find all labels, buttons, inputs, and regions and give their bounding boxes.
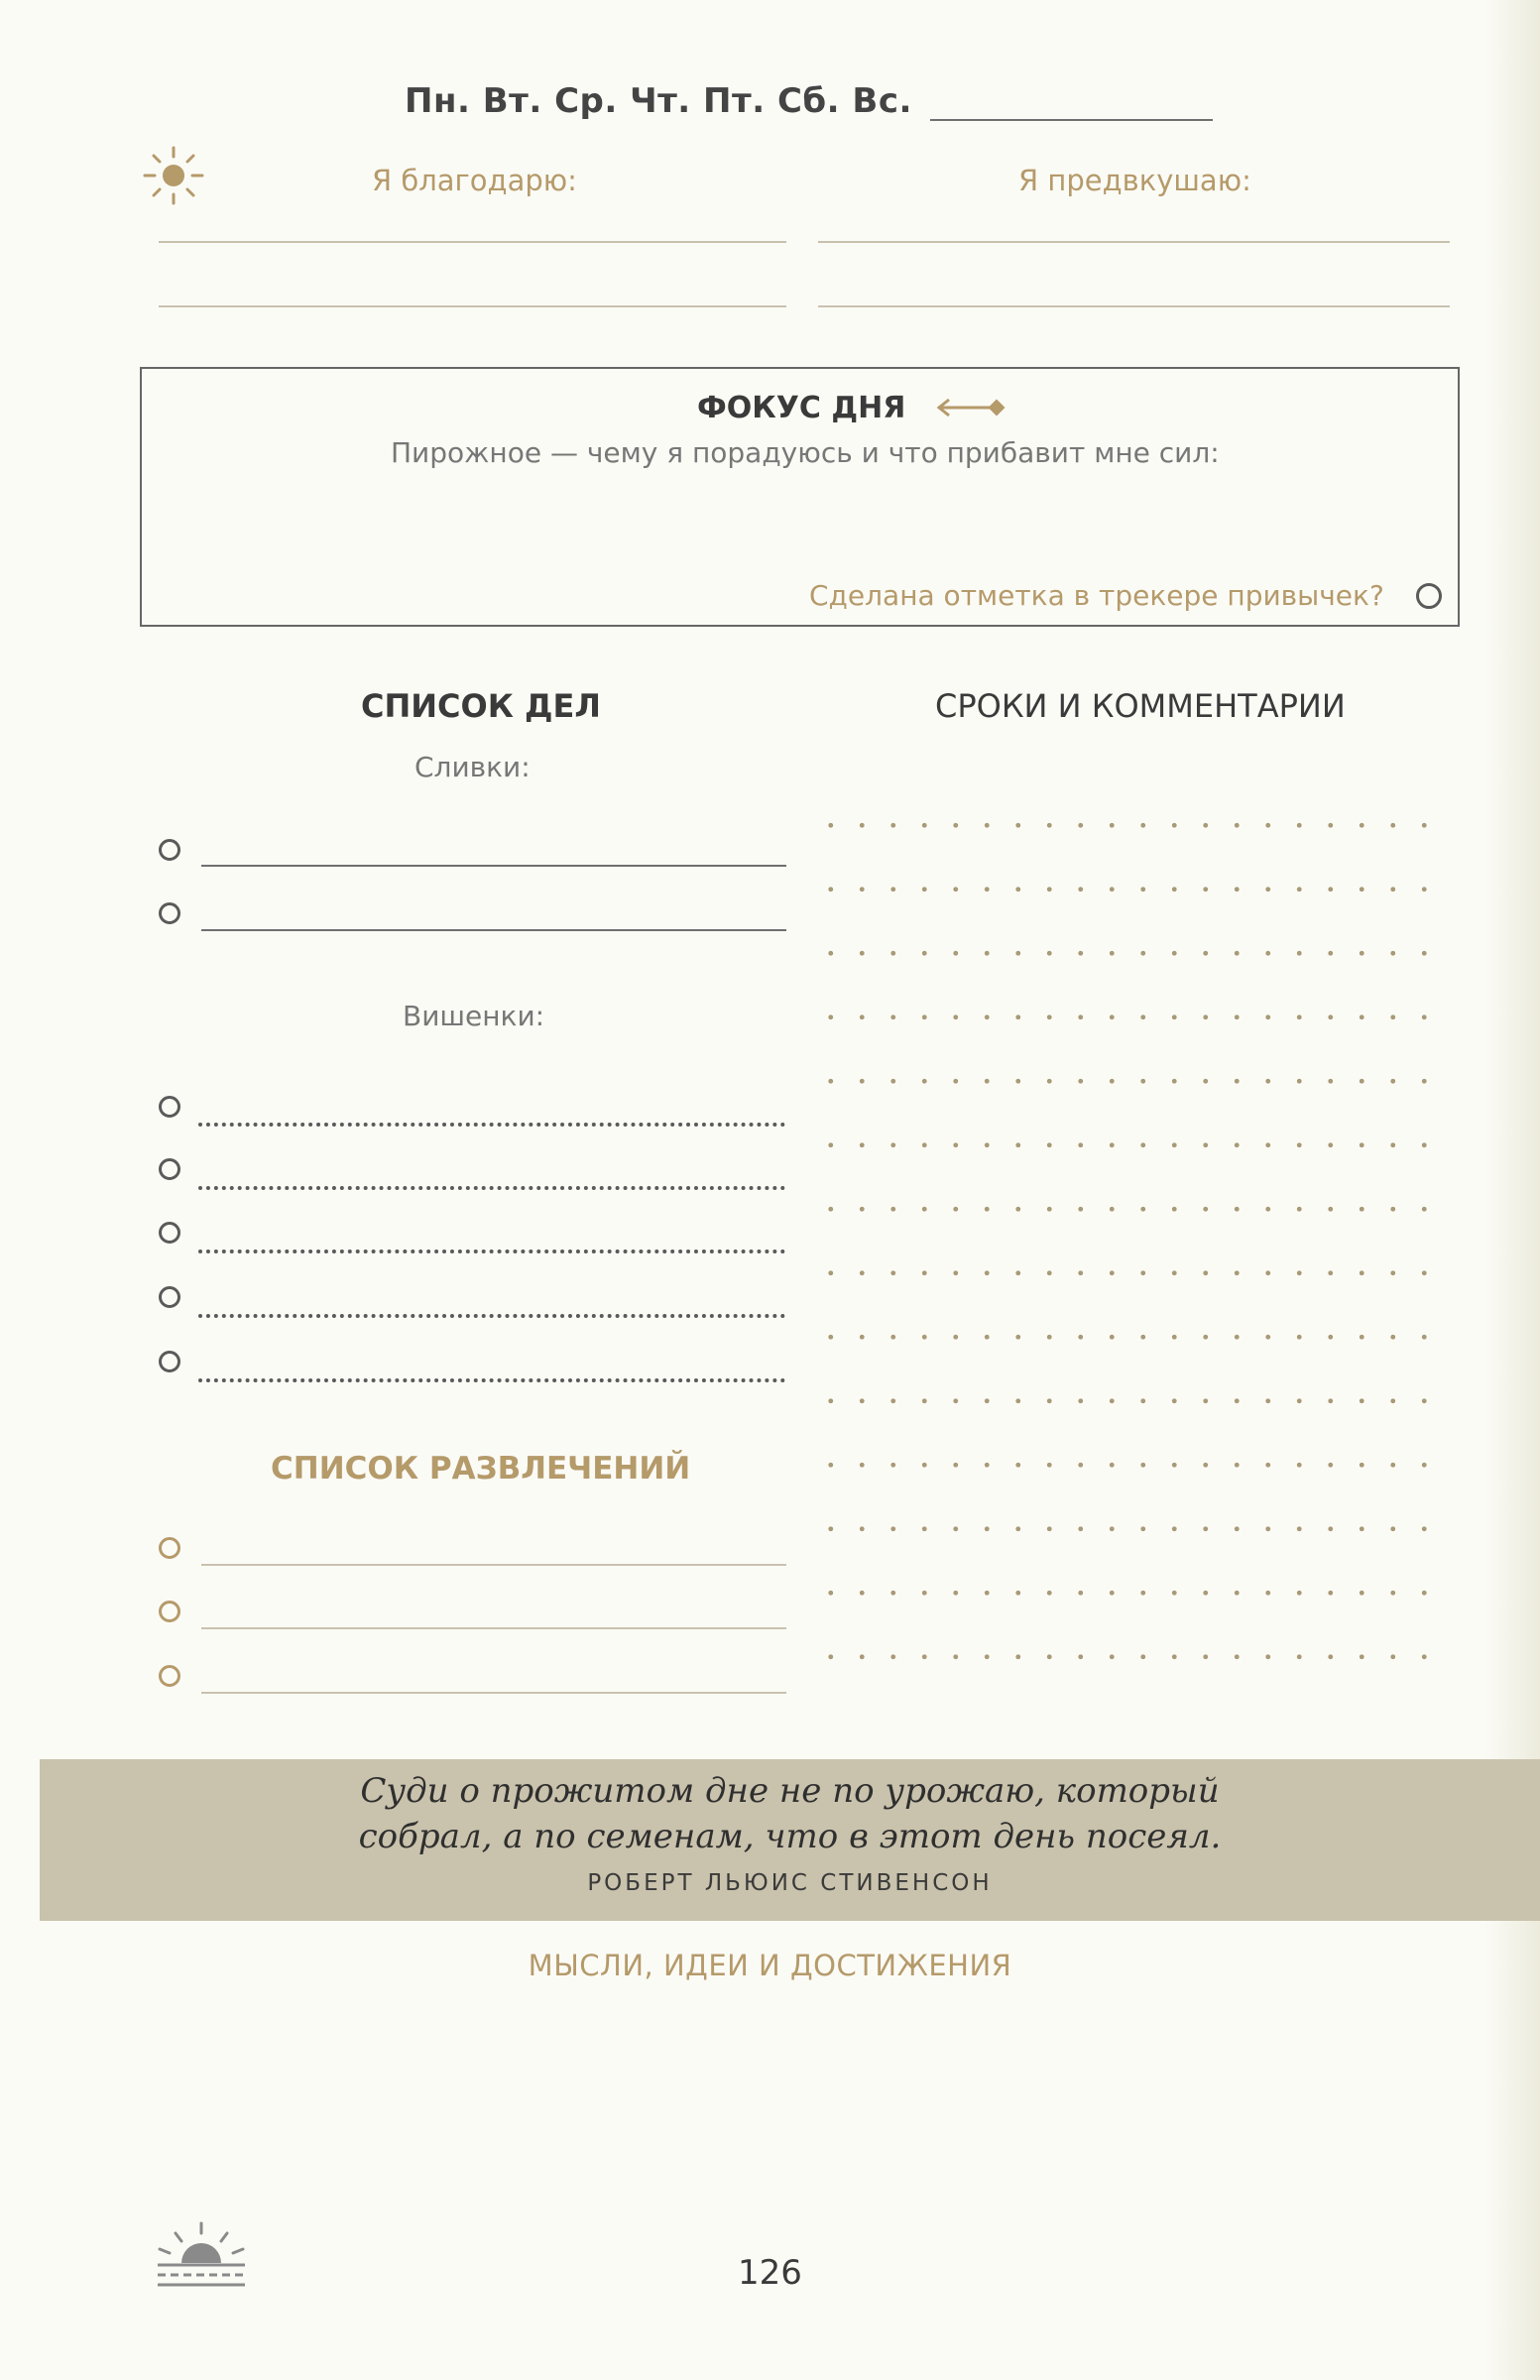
cherries-checkbox-4[interactable] [159, 1286, 180, 1308]
cherries-checkbox-2[interactable] [159, 1158, 180, 1180]
cherries-label: Вишенки: [403, 1000, 545, 1032]
gratitude-line-1[interactable] [159, 241, 786, 243]
cherries-line-5[interactable] [198, 1378, 785, 1382]
fun-line-1[interactable] [201, 1564, 786, 1566]
anticipation-line-2[interactable] [818, 305, 1450, 307]
gratitude-line-2[interactable] [159, 305, 786, 307]
arrow-left-icon [935, 397, 1007, 418]
anticipation-label: Я предвкушаю: [1018, 164, 1251, 197]
gratitude-label: Я благодарю: [372, 164, 577, 197]
fun-checkbox-1[interactable] [159, 1537, 180, 1559]
deadlines-title: СРОКИ И КОММЕНТАРИИ [935, 687, 1346, 725]
cream-line-2[interactable] [201, 929, 786, 931]
anticipation-line-1[interactable] [818, 241, 1450, 243]
fun-line-3[interactable] [201, 1692, 786, 1694]
fun-checkbox-2[interactable] [159, 1601, 180, 1622]
quote-line-2: собрал, а по семенам, что в этот день посеял. [358, 1817, 1222, 1856]
cream-label: Сливки: [415, 751, 531, 783]
fun-title: СПИСОК РАЗВЛЕЧЕНИЙ [271, 1451, 691, 1487]
deadlines-dot-grid[interactable] [815, 793, 1440, 1696]
sun-icon [139, 144, 208, 207]
cherries-line-4[interactable] [198, 1314, 785, 1318]
cherries-checkbox-3[interactable] [159, 1222, 180, 1244]
tracker-question: Сделана отметка в трекере привычек? [809, 579, 1384, 612]
quote-author: РОБЕРТ ЛЬЮИС СТИВЕНСОН [587, 1870, 993, 1896]
quote-band [40, 1759, 1540, 1921]
date-line[interactable] [930, 119, 1213, 121]
focus-box [140, 367, 1460, 627]
focus-title: ФОКУС ДНЯ [697, 391, 906, 425]
fun-checkbox-3[interactable] [159, 1665, 180, 1687]
cherries-line-2[interactable] [198, 1186, 785, 1190]
weekdays-label: Пн. Вт. Ср. Чт. Пт. Сб. Вс. [405, 81, 912, 121]
page-edge-shadow [1485, 0, 1540, 2380]
focus-prompt: Пирожное — чему я порадуюсь и что прибавит мне сил: [391, 436, 1220, 469]
cream-line-1[interactable] [201, 865, 786, 867]
cream-checkbox-1[interactable] [159, 839, 180, 861]
tracker-checkbox[interactable] [1416, 583, 1442, 609]
cherries-line-3[interactable] [198, 1250, 785, 1253]
thoughts-title: МЫСЛИ, ИДЕИ И ДОСТИЖЕНИЯ [528, 1949, 1012, 1982]
page-number: 126 [738, 2253, 802, 2293]
cream-checkbox-2[interactable] [159, 902, 180, 924]
quote-line-1: Суди о прожитом дне не по урожаю, который [360, 1771, 1220, 1811]
fun-line-2[interactable] [201, 1627, 786, 1629]
cherries-checkbox-5[interactable] [159, 1351, 180, 1372]
todo-title: СПИСОК ДЕЛ [361, 687, 601, 725]
cherries-line-1[interactable] [198, 1123, 785, 1127]
cherries-checkbox-1[interactable] [159, 1096, 180, 1118]
